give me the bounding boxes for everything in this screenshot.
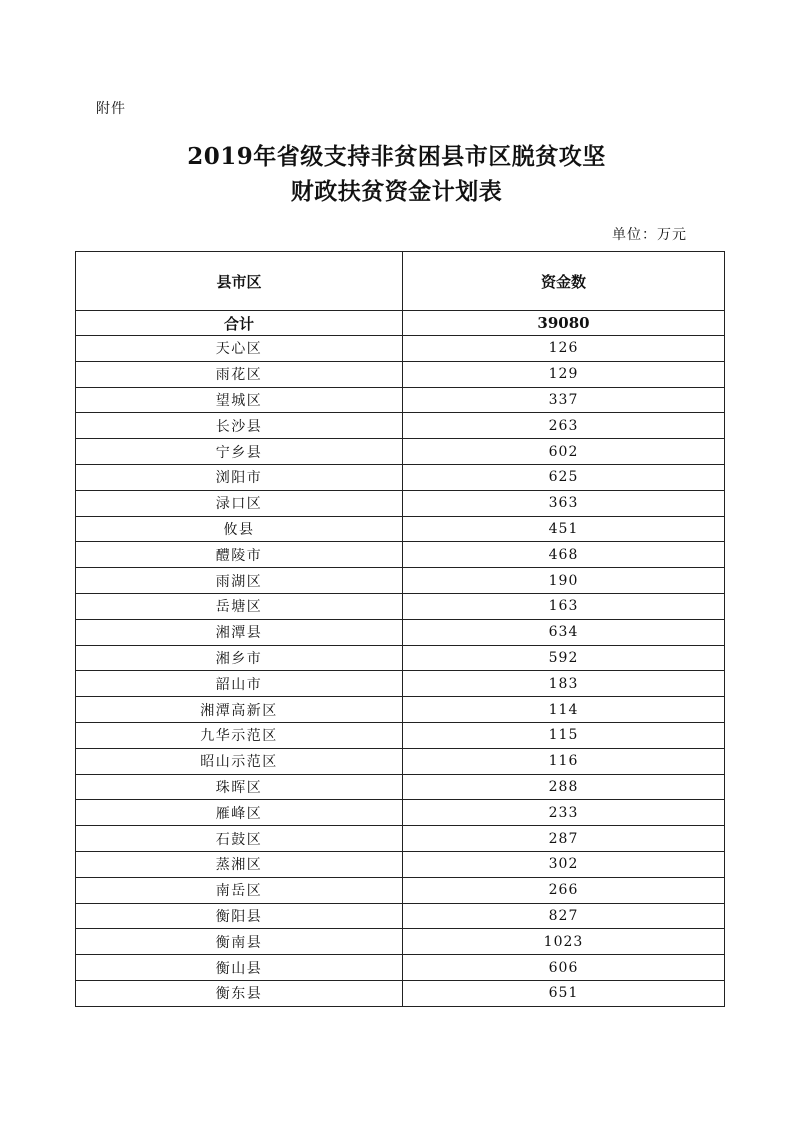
amount-cell: 266 — [403, 877, 725, 903]
amount-cell: 634 — [403, 619, 725, 645]
county-name-cell: 宁乡县 — [76, 439, 403, 465]
amount-cell: 592 — [403, 645, 725, 671]
county-name-cell: 浏阳市 — [76, 464, 403, 490]
total-row — [76, 311, 725, 336]
table-row — [76, 568, 725, 594]
county-name-cell: 九华示范区 — [76, 722, 403, 748]
county-name-cell: 石鼓区 — [76, 826, 403, 852]
amount-cell: 468 — [403, 542, 725, 568]
table-row — [76, 413, 725, 439]
amount-cell: 602 — [403, 439, 725, 465]
amount-cell: 115 — [403, 722, 725, 748]
county-name-cell: 湘潭高新区 — [76, 697, 403, 723]
table-row — [76, 722, 725, 748]
county-name-cell: 韶山市 — [76, 671, 403, 697]
table-row — [76, 697, 725, 723]
table-row — [76, 980, 725, 1006]
county-name-cell: 昭山示范区 — [76, 748, 403, 774]
county-name-cell: 衡阳县 — [76, 903, 403, 929]
amount-cell: 163 — [403, 593, 725, 619]
county-name-cell: 望城区 — [76, 387, 403, 413]
county-name-cell: 衡南县 — [76, 929, 403, 955]
table-row — [76, 593, 725, 619]
table-row — [76, 464, 725, 490]
table-row — [76, 800, 725, 826]
table-row — [76, 336, 725, 362]
county-name-cell: 衡东县 — [76, 980, 403, 1006]
table-row — [76, 929, 725, 955]
amount-cell: 337 — [403, 387, 725, 413]
amount-cell: 190 — [403, 568, 725, 594]
amount-cell: 625 — [403, 464, 725, 490]
amount-cell: 363 — [403, 490, 725, 516]
county-name-cell: 雁峰区 — [76, 800, 403, 826]
county-name-cell: 渌口区 — [76, 490, 403, 516]
header-county: 县市区 — [76, 252, 403, 311]
table-row — [76, 826, 725, 852]
amount-cell: 116 — [403, 748, 725, 774]
document-title-line-2: 财政扶贫资金计划表 — [290, 178, 503, 205]
table-row — [76, 851, 725, 877]
county-name-cell: 雨花区 — [76, 361, 403, 387]
amount-cell: 233 — [403, 800, 725, 826]
county-name-cell: 衡山县 — [76, 955, 403, 981]
table-row — [76, 903, 725, 929]
table-row — [76, 439, 725, 465]
amount-cell: 129 — [403, 361, 725, 387]
county-name-cell: 湘乡市 — [76, 645, 403, 671]
table-row — [76, 774, 725, 800]
table-row — [76, 619, 725, 645]
total-label: 合计 — [76, 311, 403, 336]
county-name-cell: 岳塘区 — [76, 593, 403, 619]
table-row — [76, 490, 725, 516]
amount-cell: 651 — [403, 980, 725, 1006]
amount-cell: 606 — [403, 955, 725, 981]
county-name-cell: 蒸湘区 — [76, 851, 403, 877]
county-name-cell: 长沙县 — [76, 413, 403, 439]
amount-cell: 183 — [403, 671, 725, 697]
table-row — [76, 748, 725, 774]
county-name-cell: 醴陵市 — [76, 542, 403, 568]
header-amount: 资金数 — [403, 252, 725, 311]
total-value: 39080 — [403, 311, 725, 336]
table-row — [76, 361, 725, 387]
attachment-label: 附件 — [96, 101, 126, 117]
table-row — [76, 877, 725, 903]
amount-cell: 1023 — [403, 929, 725, 955]
amount-cell: 126 — [403, 336, 725, 362]
amount-cell: 451 — [403, 516, 725, 542]
table-header-row — [76, 252, 725, 311]
amount-cell: 827 — [403, 903, 725, 929]
county-name-cell: 攸县 — [76, 516, 403, 542]
amount-cell: 263 — [403, 413, 725, 439]
table-row — [76, 542, 725, 568]
funding-table — [75, 251, 725, 1007]
table-row — [76, 671, 725, 697]
table-row — [76, 955, 725, 981]
table-row — [76, 645, 725, 671]
unit-label: 单位：万元 — [612, 227, 687, 243]
amount-cell: 114 — [403, 697, 725, 723]
county-name-cell: 南岳区 — [76, 877, 403, 903]
document-title-line-1: 2019年省级支持非贫困县市区脱贫攻坚 — [187, 143, 606, 170]
table-row — [76, 516, 725, 542]
county-name-cell: 雨湖区 — [76, 568, 403, 594]
amount-cell: 288 — [403, 774, 725, 800]
county-name-cell: 珠晖区 — [76, 774, 403, 800]
amount-cell: 302 — [403, 851, 725, 877]
amount-cell: 287 — [403, 826, 725, 852]
county-name-cell: 湘潭县 — [76, 619, 403, 645]
table-row — [76, 387, 725, 413]
county-name-cell: 天心区 — [76, 336, 403, 362]
